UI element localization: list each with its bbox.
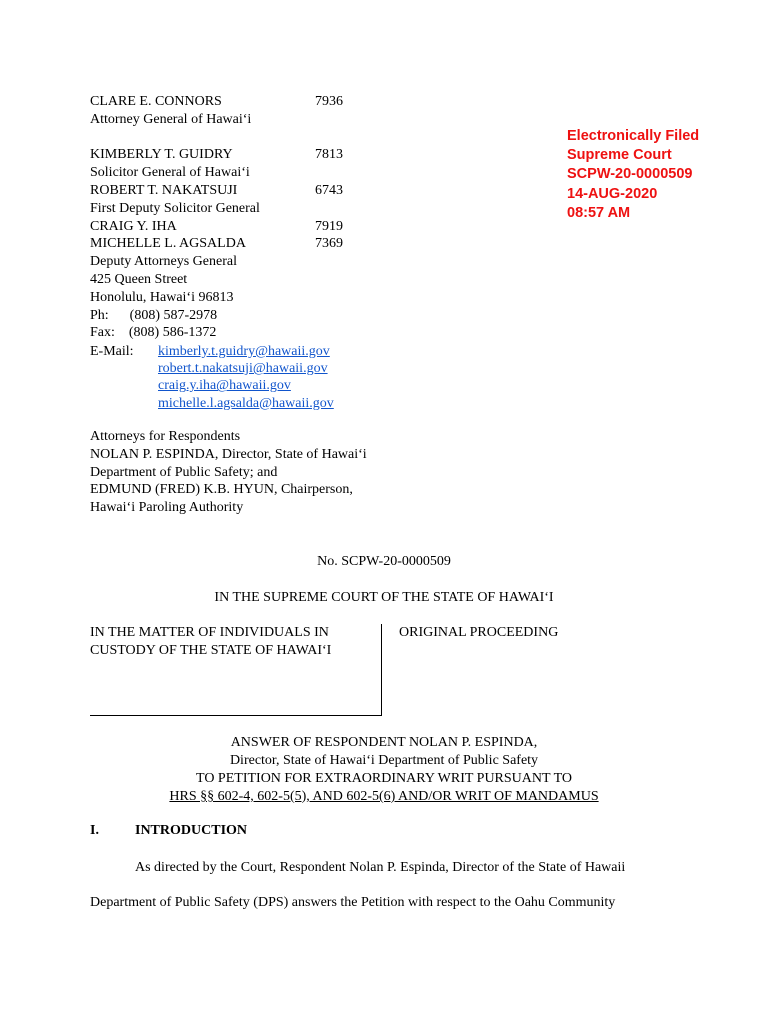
- title-line: TO PETITION FOR EXTRAORDINARY WRIT PURSUANT TO: [196, 771, 572, 786]
- counsel-spacer: [90, 129, 390, 147]
- counsel-title: Attorney General of Hawai‘i: [90, 111, 252, 127]
- caption-line: IN THE MATTER OF INDIVIDUALS IN: [90, 625, 329, 640]
- address-line: [90, 271, 390, 289]
- counsel-name: CLARE E. CONNORS: [90, 94, 222, 109]
- caption-vertical-rule: [381, 624, 382, 716]
- court-name: IN THE SUPREME COURT OF THE STATE OF HAWAI‘I: [214, 590, 554, 605]
- attorneys-for-line: NOLAN P. ESPINDA, Director, State of Hawai‘i: [90, 446, 367, 462]
- body-line: As directed by the Court, Respondent Nolan P. Espinda, Director of the State of Hawaii: [135, 860, 626, 875]
- attorneys-for-line: Department of Public Safety; and: [90, 464, 278, 480]
- filed-time: 08:57 AM: [567, 204, 631, 221]
- title-line: ANSWER OF RESPONDENT NOLAN P. ESPINDA,: [230, 735, 538, 750]
- street-address: 425 Queen Street: [90, 271, 188, 287]
- fax-number: Fax: (808) 586-1372: [90, 325, 217, 341]
- counsel-block: [90, 93, 390, 342]
- counsel-title: First Deputy Solicitor General: [90, 200, 260, 216]
- counsel-line: [90, 182, 390, 200]
- counsel-line: [90, 218, 390, 236]
- filed-date: 14-AUG-2020: [567, 185, 658, 202]
- bar-number: 7936: [315, 94, 343, 109]
- email-link-nakatsuji[interactable]: robert.t.nakatsuji@hawaii.gov: [158, 361, 328, 377]
- counsel-name: KIMBERLY T. GUIDRY: [90, 147, 233, 163]
- phone-line: [90, 307, 390, 325]
- filed-court: Supreme Court: [567, 147, 672, 164]
- electronic-filing-stamp: [567, 127, 699, 223]
- attorneys-for-line: Hawai‘i Paroling Authority: [90, 500, 244, 516]
- case-number: No. SCPW-20-0000509: [317, 554, 451, 569]
- document-title: [0, 734, 768, 806]
- email-link-guidry[interactable]: kimberly.t.guidry@hawaii.gov: [158, 344, 330, 359]
- caption-horizontal-rule: [90, 715, 382, 716]
- case-caption-right: ORIGINAL PROCEEDING: [399, 625, 559, 640]
- counsel-line: [90, 111, 390, 129]
- title-line-underlined: HRS §§ 602-4, 602-5(5), AND 602-5(6) AND/OR WRIT OF MANDAMUS: [169, 789, 599, 804]
- title-line: Director, State of Hawai‘i Department of Public Safety: [229, 753, 539, 768]
- email-link-agsalda[interactable]: michelle.l.agsalda@hawaii.gov: [158, 395, 334, 411]
- filed-case-number: SCPW-20-0000509: [567, 166, 693, 183]
- bar-number: 7919: [315, 218, 343, 234]
- counsel-line: [90, 146, 390, 164]
- counsel-line: [90, 235, 390, 253]
- filed-line: Electronically Filed: [567, 128, 700, 144]
- bar-number: 7369: [315, 236, 343, 252]
- bar-number: 7813: [315, 147, 343, 163]
- email-links: [158, 343, 334, 412]
- counsel-name: MICHELLE L. AGSALDA: [90, 236, 246, 252]
- body-line: Department of Public Safety (DPS) answers the Petition with respect to the Oahu Community: [90, 895, 616, 910]
- counsel-line: [90, 253, 390, 271]
- fax-line: [90, 324, 390, 342]
- counsel-name: CRAIG Y. IHA: [90, 218, 177, 234]
- phone-number: Ph: (808) 587-2978: [90, 307, 218, 323]
- counsel-line: [90, 164, 390, 182]
- email-link-iha[interactable]: craig.y.iha@hawaii.gov: [158, 378, 291, 394]
- section-heading: INTRODUCTION: [135, 823, 248, 838]
- counsel-line: [90, 200, 390, 218]
- city-address: Honolulu, Hawai‘i 96813: [90, 289, 234, 305]
- section-number: I.: [90, 823, 99, 838]
- attorneys-for-block: [90, 428, 367, 517]
- attorneys-for-line: EDMUND (FRED) K.B. HYUN, Chairperson,: [90, 482, 353, 498]
- counsel-line: [90, 93, 390, 111]
- attorneys-for-line: Attorneys for Respondents: [90, 429, 241, 444]
- address-line: [90, 289, 390, 307]
- email-label: E-Mail:: [90, 344, 134, 359]
- caption-line: CUSTODY OF THE STATE OF HAWAI‘I: [90, 643, 332, 658]
- case-caption-left: [90, 624, 331, 660]
- counsel-name: ROBERT T. NAKATSUJI: [90, 182, 238, 198]
- counsel-title: Solicitor General of Hawai‘i: [90, 165, 250, 181]
- bar-number: 6743: [315, 182, 343, 198]
- counsel-title: Deputy Attorneys General: [90, 254, 237, 270]
